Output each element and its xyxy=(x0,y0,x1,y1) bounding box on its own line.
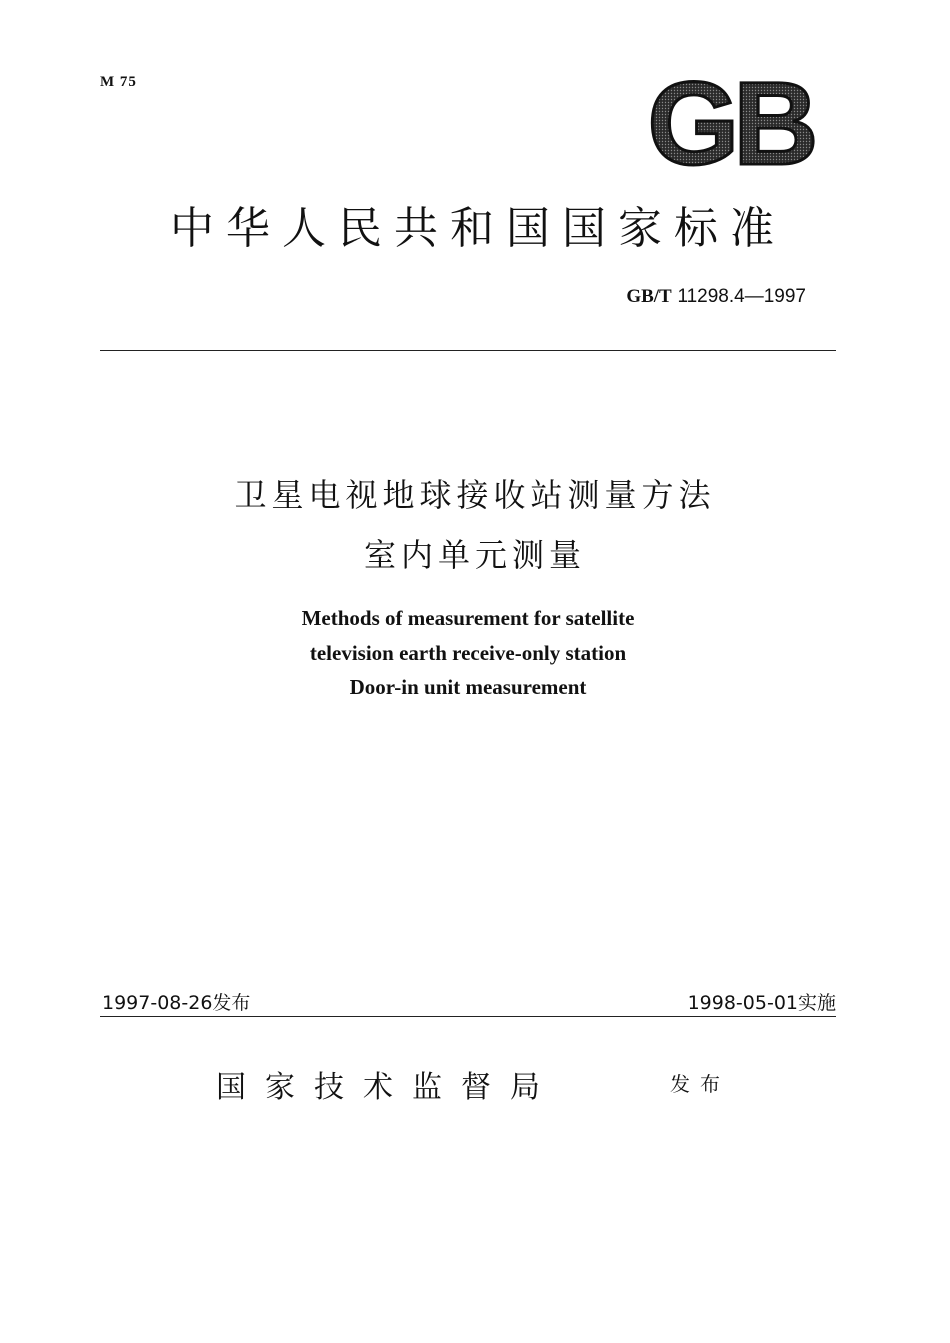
chinese-title-line-1: 卫星电视地球接收站测量方法 xyxy=(234,476,716,514)
top-divider xyxy=(100,350,836,351)
classification-code: M 75 xyxy=(100,74,137,90)
standard-number-value: 11298.4—1997 xyxy=(677,286,806,307)
issue-date: 1997-08-26发布 xyxy=(102,992,251,1014)
national-standard-title: 中华人民共和国国家标准 xyxy=(170,203,786,254)
english-title-line-2: television earth receive-only station xyxy=(309,641,627,665)
implementation-date: 1998-05-01实施 xyxy=(687,992,836,1014)
chinese-title-line-2: 室内单元测量 xyxy=(363,536,586,574)
gb-logo xyxy=(634,68,826,174)
english-title-line-1: Methods of measurement for satellite xyxy=(301,606,635,630)
issuing-authority: 国家技术监督局 xyxy=(216,1070,559,1105)
standard-number-prefix: GB/T xyxy=(626,286,672,307)
publish-label: 发布 xyxy=(670,1072,730,1096)
english-title-line-3: Door-in unit measurement xyxy=(349,675,587,699)
standard-number xyxy=(626,286,806,308)
gb-logo-text: GB xyxy=(647,68,813,174)
bottom-divider xyxy=(100,1016,836,1017)
